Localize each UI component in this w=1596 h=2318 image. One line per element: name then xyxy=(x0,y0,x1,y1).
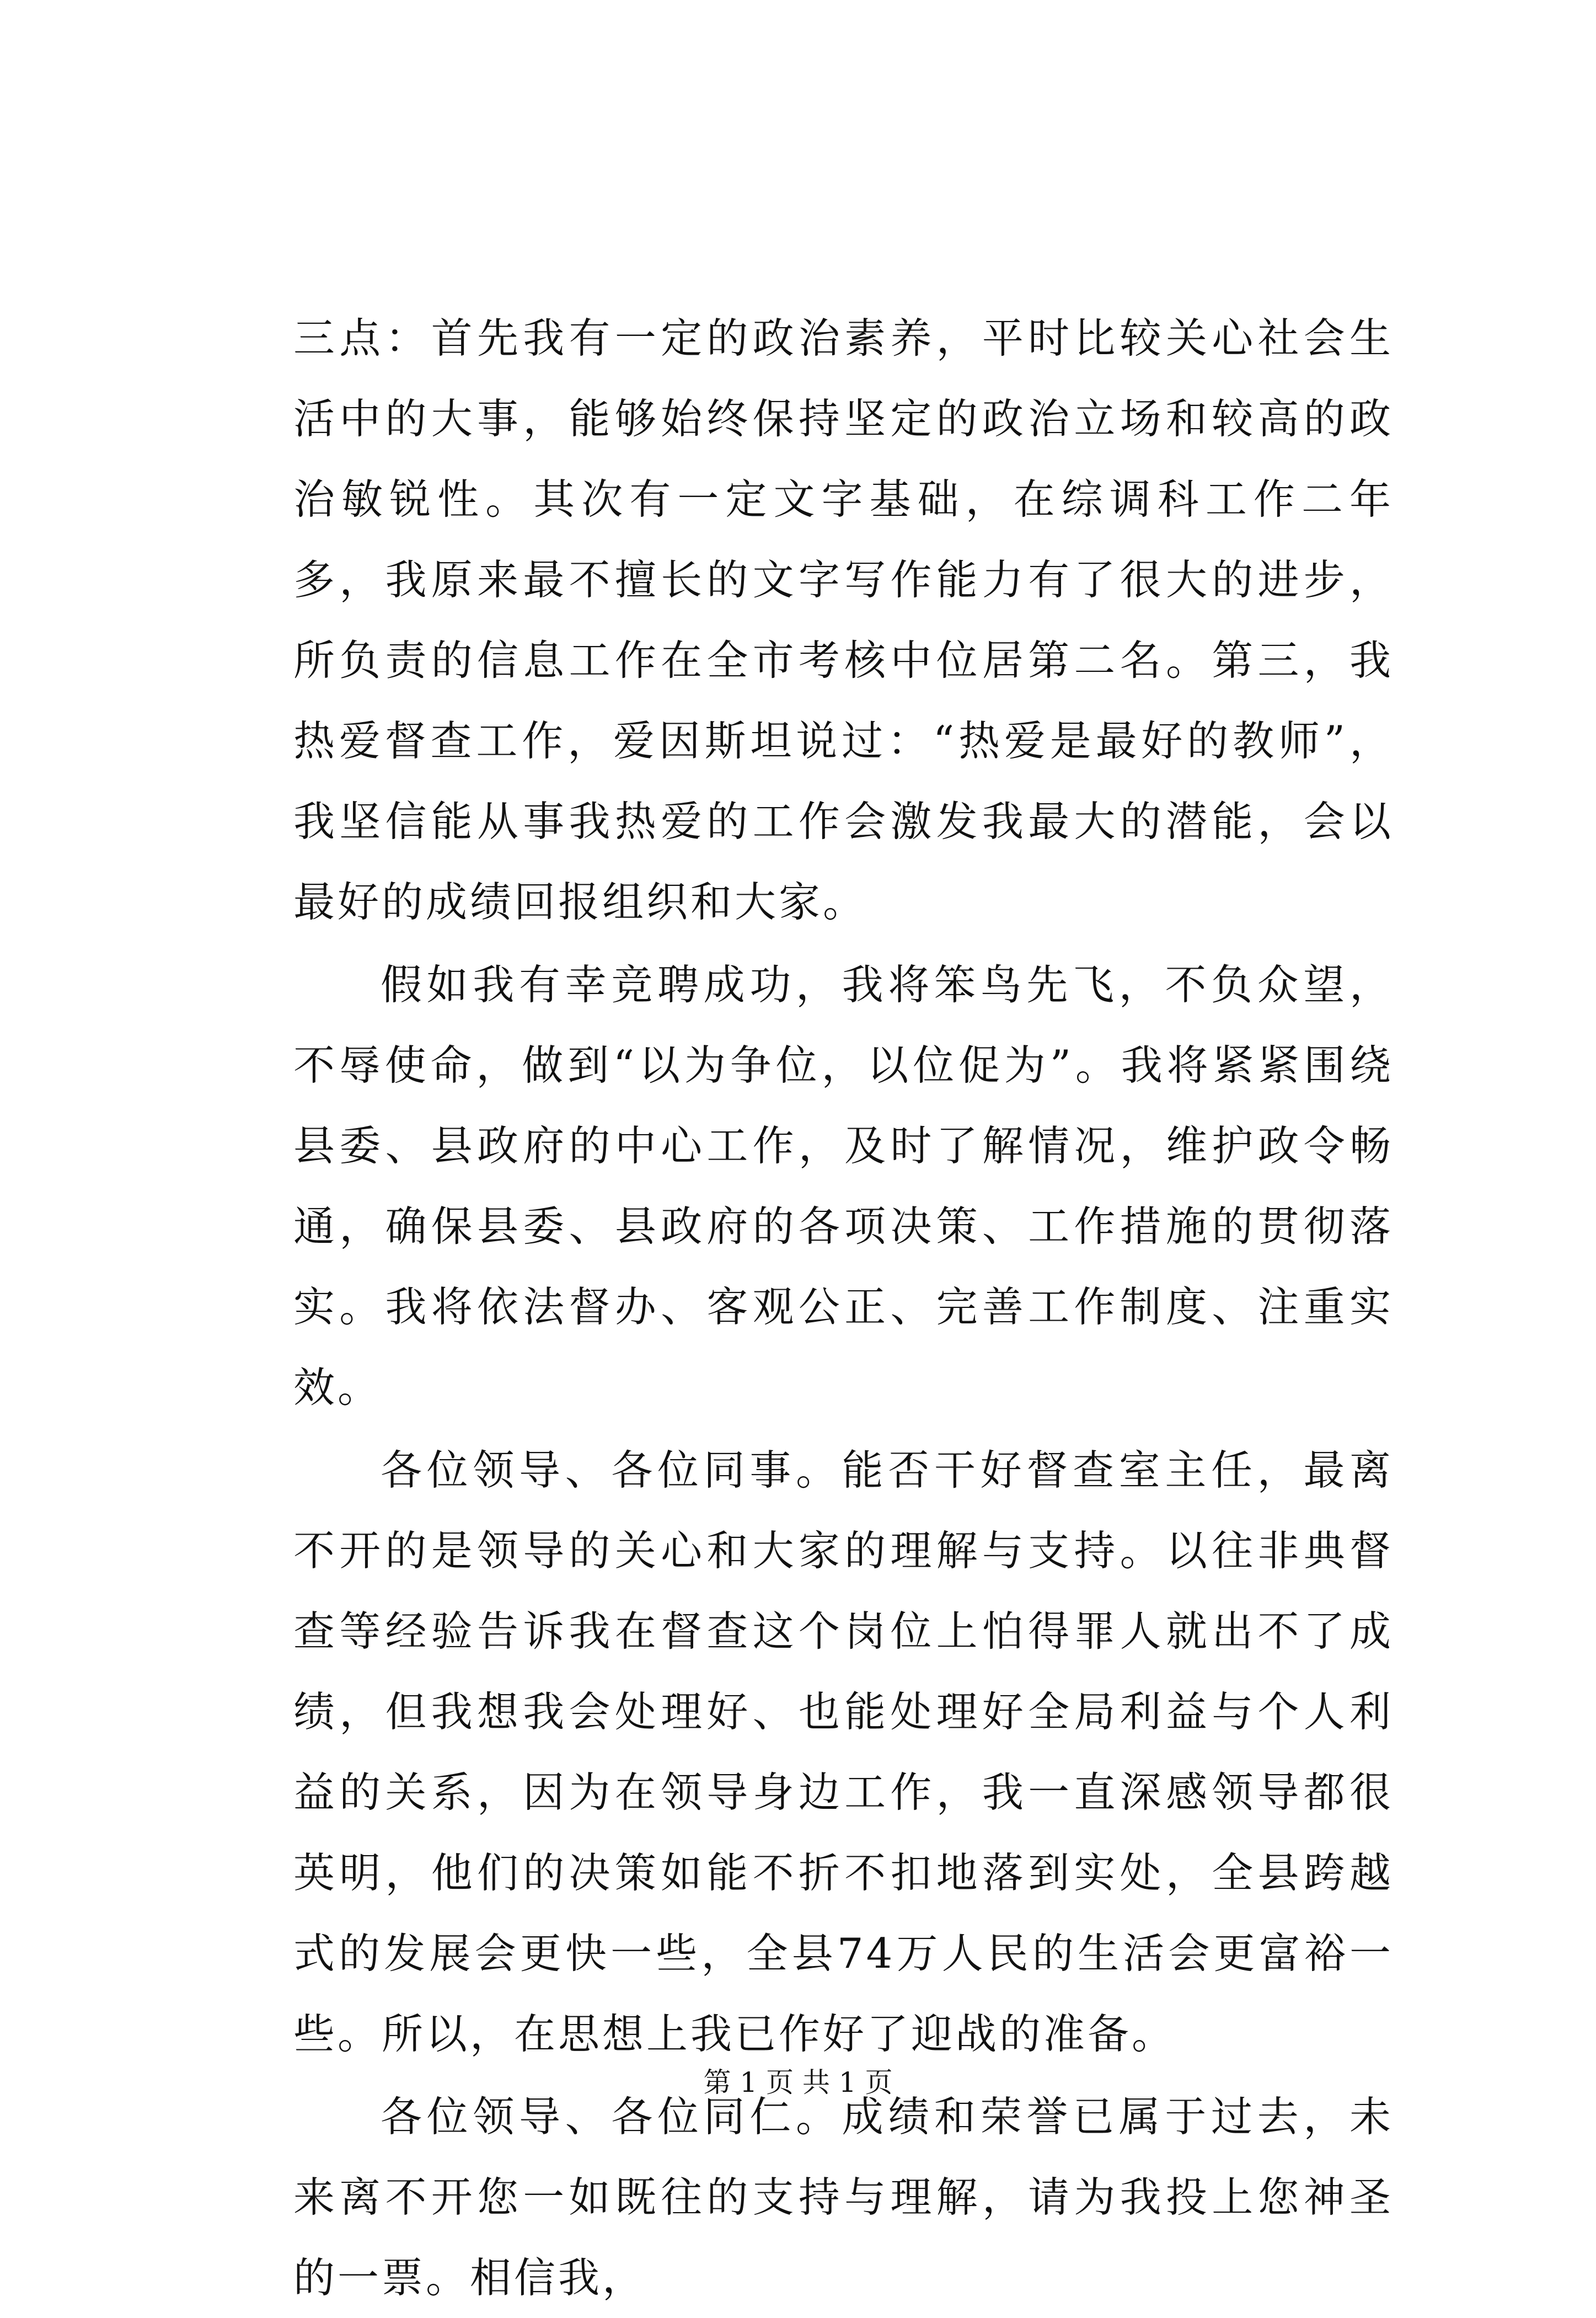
paragraph-3: 各位领导、各位同事。能否干好督查室主任，最离不开的是领导的关心和大家的理解与支持。以往非典督查等经验告诉我在督查这个岗位上怕得罪人就出不了成绩，但我想我会处理好、也能处理好全局利益与个人利益的关系，因为在领导身边工作，我一直深感领导都很英明，他们的决策如能不折不扣地落到实处，全县跨越式的发展会更快一些，全县74万人民的生活会更富裕一些。所以，在思想上我已作好了迎战的准备。 xyxy=(293,1446,1394,2058)
paragraph-2: 假如我有幸竞聘成功，我将笨鸟先飞，不负众望，不辱使命，做到“以为争位，以位促为”。我将紧紧围绕县委、县政府的中心工作，及时了解情况，维护政令畅通，确保县委、县政府的各项决策、工作措施的贯彻落实。我将依法督办、客观公正、完善工作制度、注重实效。 xyxy=(293,960,1394,1412)
page-footer xyxy=(0,2063,1596,2102)
paragraph-4: 各位领导、各位同仁。成绩和荣誉已属于过去，未来离不开您一如既往的支持与理解，请为我投上您神圣的一票。相信我， xyxy=(293,2092,1394,2302)
document-body xyxy=(293,298,1394,2318)
paragraph-1: 三点：首先我有一定的政治素养，平时比较关心社会生活中的大事，能够始终保持坚定的政治立场和较高的政治敏锐性。其次有一定文字基础，在综调科工作二年多，我原来最不擅长的文字写作能力有了很大的进步，所负责的信息工作在全市考核中位居第二名。第三，我热爱督查工作，爱因斯坦说过：“热爱是最好的教师”，我坚信能从事我热爱的工作会激发我最大的潜能，会以最好的成绩回报组织和大家。 xyxy=(293,314,1394,926)
page-number-label: 第 1 页 共 1 页 xyxy=(703,2066,893,2098)
